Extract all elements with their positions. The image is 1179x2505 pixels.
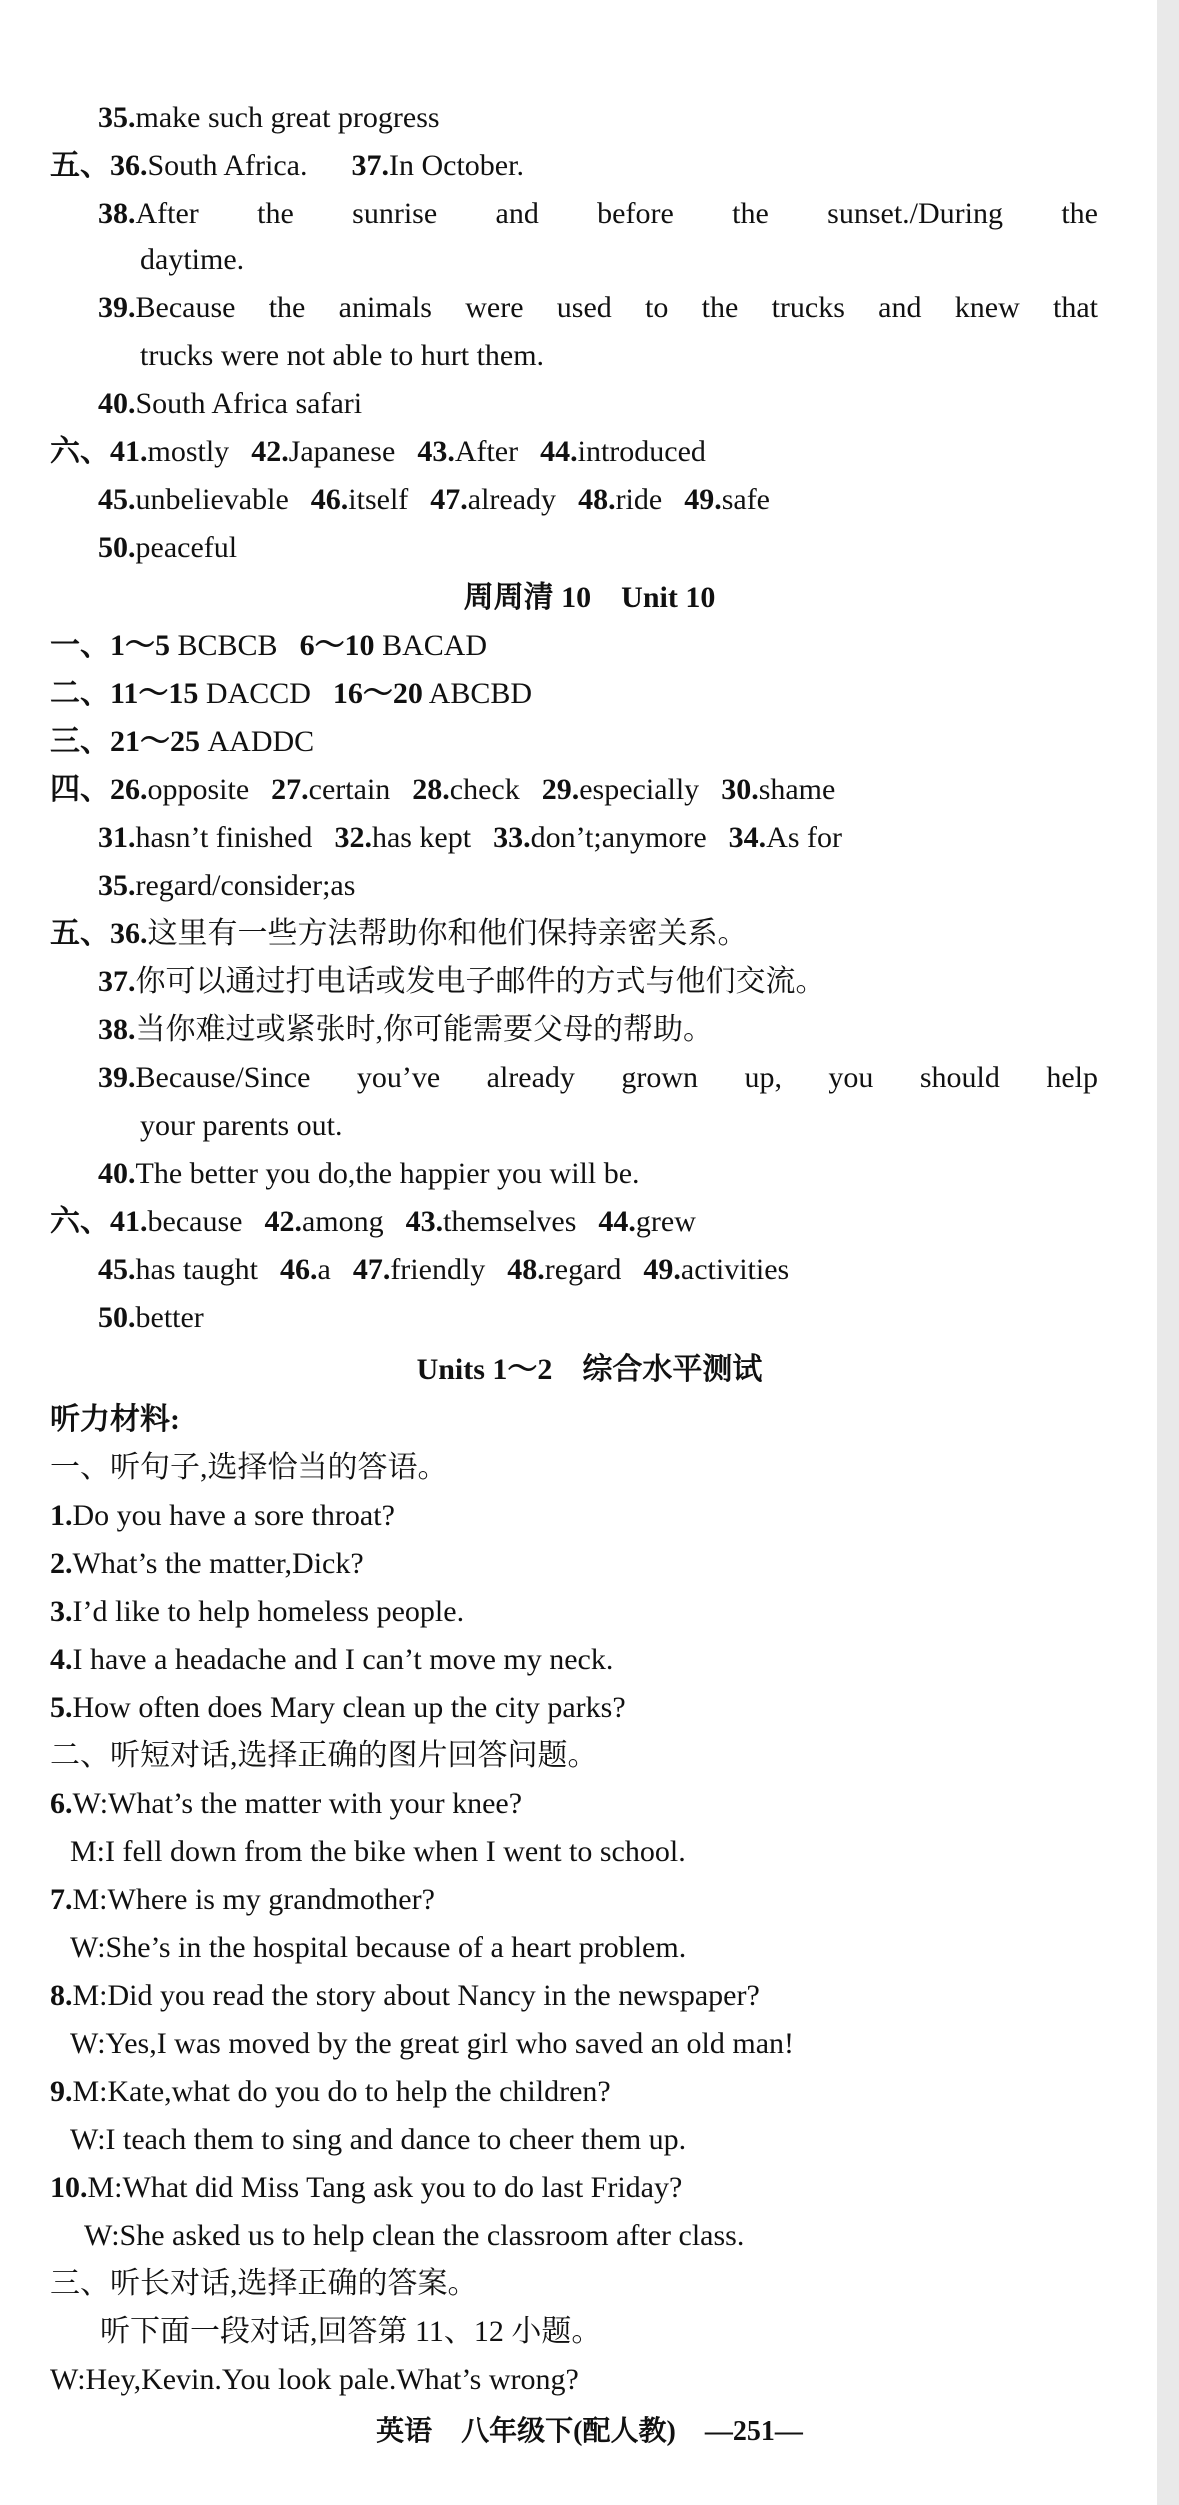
- item-6-a: 6.W:What’s the matter with your knee?: [50, 1787, 523, 1820]
- answer-39-line2: trucks were not able to hurt them.: [140, 339, 545, 372]
- page-edge-shadow: [1157, 0, 1179, 2505]
- unit10-answer-38: 38.当你难过或紧张时,你可能需要父母的帮助。: [98, 1013, 713, 1046]
- item-2: 2.What’s the matter,Dick?: [50, 1547, 364, 1580]
- part3-instruction: 听下面一段对话,回答第 11、12 小题。: [100, 2315, 602, 2348]
- item-9-a: 9.M:Kate,what do you do to help the children?: [50, 2075, 611, 2108]
- unit10-row-31-34: 31.hasn’t finished 32.has kept 33.don’t;anymore 34.As for: [98, 821, 842, 854]
- unit10-row-26-30: 四、26.opposite 27.certain 28.check 29.especially 30.shame: [50, 773, 836, 806]
- answer-row-45-49: 45.unbelievable 46.itself 47.already 48.ride 49.safe: [98, 483, 770, 516]
- answer-35: 35.make such great progress: [98, 101, 440, 134]
- item-4: 4.I have a headache and I can’t move my neck.: [50, 1643, 614, 1676]
- answer-40: 40.South Africa safari: [98, 387, 363, 420]
- answer-row-36-37: 五、36.South Africa. 37.In October.: [50, 149, 524, 182]
- answer-39-line1: 39.Because the animals were used to the trucks and knew that: [98, 291, 1098, 324]
- item-7-a: 7.M:Where is my grandmother?: [50, 1883, 435, 1916]
- answer-row-41-44: 六、41.mostly 42.Japanese 43.After 44.introduced: [50, 435, 706, 468]
- item-8-b: W:Yes,I was moved by the great girl who saved an old man!: [70, 2027, 795, 2060]
- item-5: 5.How often does Mary clean up the city parks?: [50, 1691, 626, 1724]
- unit10-row-45-49: 45.has taught 46.a 47.friendly 48.regard 49.activities: [98, 1253, 790, 1286]
- unit10-section3: 三、21～25 AADDC: [50, 725, 315, 758]
- part2-heading: 二、听短对话,选择正确的图片回答问题。: [50, 1739, 598, 1772]
- unit10-row-41-44: 六、41.because 42.among 43.themselves 44.grew: [50, 1205, 696, 1238]
- footer-page-number: —251—: [704, 2416, 803, 2447]
- footer-subject: 英语: [376, 2416, 433, 2447]
- dialogue-line: W:Hey,Kevin.You look pale.What’s wrong?: [50, 2363, 579, 2396]
- answer-50: 50.peaceful: [98, 531, 238, 564]
- unit10-section2: 二、11～15 DACCD 16～20 ABCBD: [50, 677, 533, 710]
- part3-heading: 三、听长对话,选择正确的答案。: [50, 2267, 478, 2300]
- answer-38-line2: daytime.: [140, 243, 245, 276]
- unit10-answer-36: 五、36.这里有一些方法帮助你和他们保持亲密关系。: [50, 917, 748, 950]
- part1-heading: 一、听句子,选择恰当的答语。: [50, 1451, 448, 1484]
- item-10-a: 10.M:What did Miss Tang ask you to do last Friday?: [50, 2171, 683, 2204]
- item-9-b: W:I teach them to sing and dance to cheer them up.: [70, 2123, 687, 2156]
- item-3: 3.I’d like to help homeless people.: [50, 1595, 465, 1628]
- unit10-answer-39-line1: 39.Because/Since you’ve already grown up, you should help: [98, 1061, 1098, 1094]
- unit10-answer-40: 40.The better you do,the happier you will be.: [98, 1157, 640, 1190]
- item-8-a: 8.M:Did you read the story about Nancy in the newspaper?: [50, 1979, 760, 2012]
- unit10-title: 周周清 10 Unit 10: [463, 581, 716, 614]
- units12-title: Units 1～2 综合水平测试: [416, 1353, 763, 1386]
- listening-label: 听力材料:: [50, 1403, 180, 1436]
- footer-grade: 八年级下(配人教): [461, 2416, 676, 2447]
- unit10-answer-39-line2: your parents out.: [140, 1109, 343, 1142]
- item-6-b: M:I fell down from the bike when I went to school.: [70, 1835, 686, 1868]
- unit10-answer-37: 37.你可以通过打电话或发电子邮件的方式与他们交流。: [98, 965, 826, 998]
- unit10-answer-35: 35.regard/consider;as: [98, 869, 356, 902]
- item-10-b: W:She asked us to help clean the classroom after class.: [84, 2219, 745, 2252]
- item-7-b: W:She’s in the hospital because of a heart problem.: [70, 1931, 687, 1964]
- item-1: 1.Do you have a sore throat?: [50, 1499, 395, 1532]
- page-footer: [0, 2412, 1179, 2452]
- unit10-section1: 一、1～5 BCBCB 6～10 BACAD: [50, 629, 488, 662]
- answer-38-line1: 38.After the sunrise and before the sunset./During the: [98, 197, 1098, 230]
- unit10-answer-50: 50.better: [98, 1301, 204, 1334]
